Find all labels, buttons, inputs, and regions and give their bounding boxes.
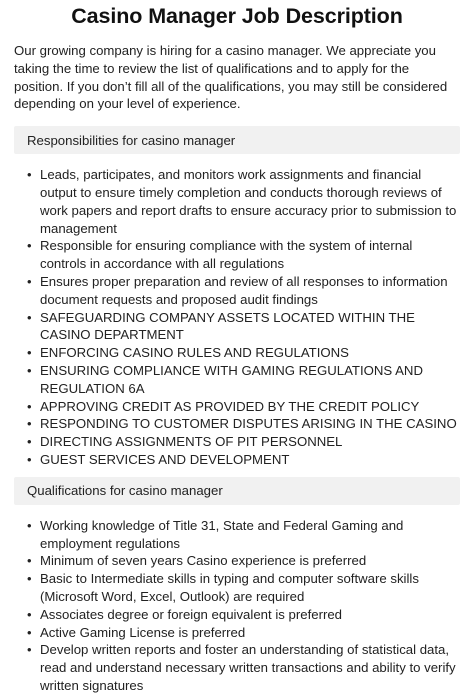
bullet-icon: •	[27, 416, 32, 432]
list-item	[27, 641, 460, 694]
responsibilities-heading	[14, 126, 460, 154]
bullet-icon: •	[27, 517, 32, 533]
list-item	[27, 517, 460, 553]
list-item-text: Active Gaming License is preferred	[40, 624, 246, 640]
qualifications-list	[14, 517, 460, 695]
list-item	[27, 237, 460, 273]
list-item-text: Associates degree or foreign equivalent is preferred	[40, 606, 343, 622]
list-item-text: Ensures proper preparation and review of all responses to information document requests and proposed audit findings	[40, 273, 448, 307]
list-item-text: RESPONDING TO CUSTOMER DISPUTES ARISING IN THE CASINO	[40, 416, 457, 432]
list-item-text: SAFEGUARDING COMPANY ASSETS LOCATED WITHIN THE CASINO DEPARTMENT	[40, 309, 415, 343]
list-item	[27, 415, 460, 433]
responsibilities-heading-label: Responsibilities for casino manager	[27, 132, 236, 148]
list-item	[27, 433, 460, 451]
bullet-icon: •	[27, 606, 32, 622]
bullet-icon: •	[27, 451, 32, 467]
list-item-text: DIRECTING ASSIGNMENTS OF PIT PERSONNEL	[40, 434, 343, 450]
list-item	[27, 309, 460, 345]
list-item	[27, 570, 460, 606]
list-item	[27, 273, 460, 309]
list-item	[27, 552, 460, 570]
bullet-icon: •	[27, 398, 32, 414]
bullet-icon: •	[27, 238, 32, 254]
bullet-icon: •	[27, 434, 32, 450]
page-title: Casino Manager Job Description	[71, 4, 403, 28]
list-item	[27, 451, 460, 469]
bullet-icon: •	[27, 345, 32, 361]
list-item-text: Basic to Intermediate skills in typing and computer software skills (Microsoft Word, Excel, Outlook) are required	[40, 571, 419, 604]
bullet-icon: •	[27, 309, 32, 325]
bullet-icon: •	[27, 571, 32, 587]
list-item-text: ENFORCING CASINO RULES AND REGULATIONS	[40, 345, 349, 361]
list-item-text: Working knowledge of Title 31, State and Federal Gaming and employment regulations	[40, 517, 404, 551]
intro-paragraph: Our growing company is hiring for a casino manager. We appreciate you taking the time to review the list of qualifications and to apply for the position. If you don’t fill all of the qualifications, you may still be considered depending on your level of experience.	[14, 43, 448, 112]
qualifications-heading-label: Qualifications for casino manager	[27, 483, 223, 499]
bullet-icon: •	[27, 167, 32, 183]
list-item	[27, 344, 460, 362]
list-item	[27, 624, 460, 642]
responsibilities-list	[14, 166, 460, 469]
list-item	[27, 362, 460, 398]
list-item	[27, 398, 460, 416]
list-item-text: APPROVING CREDIT AS PROVIDED BY THE CREDIT POLICY	[40, 398, 420, 414]
list-item-text: ENSURING COMPLIANCE WITH GAMING REGULATIONS AND REGULATION 6A	[40, 362, 423, 396]
qualifications-heading	[14, 477, 460, 505]
bullet-icon: •	[27, 624, 32, 640]
bullet-icon: •	[27, 642, 32, 658]
bullet-icon: •	[27, 362, 32, 378]
bullet-icon: •	[27, 553, 32, 569]
list-item	[27, 166, 460, 237]
list-item	[27, 606, 460, 624]
list-item-text: Responsible for ensuring compliance with the system of internal controls in accordance with all regulations	[40, 238, 413, 272]
list-item-text: Leads, participates, and monitors work assignments and financial output to ensure timely completion and conducts thorough reviews of work papers and report drafts to ensure accuracy prior to submission to management	[40, 167, 457, 236]
list-item-text: GUEST SERVICES AND DEVELOPMENT	[40, 451, 290, 467]
bullet-icon: •	[27, 273, 32, 289]
list-item-text: Develop written reports and foster an understanding of statistical data, read and understand necessary written transactions and ability to verify written signatures	[40, 642, 456, 693]
list-item-text: Minimum of seven years Casino experience is preferred	[40, 553, 367, 569]
